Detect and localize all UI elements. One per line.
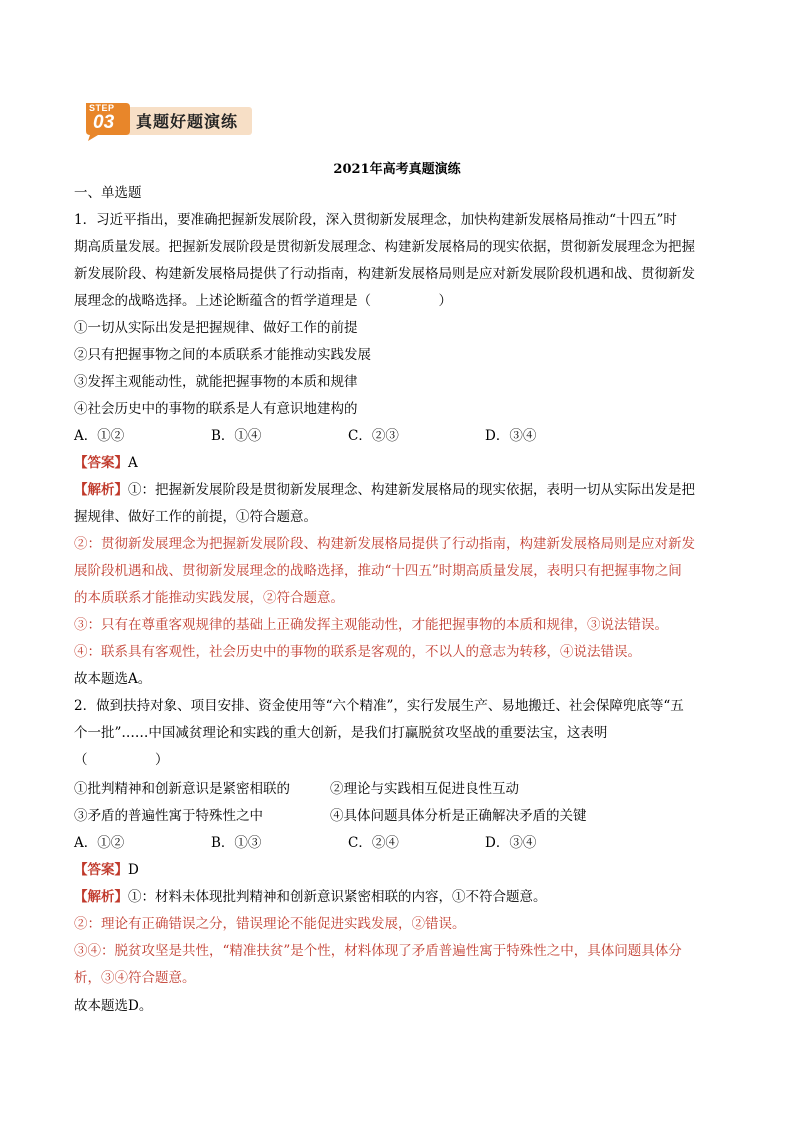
q2-stem-line-3: （ ） [74,752,169,768]
q2-option-c: C．②④ [348,835,399,851]
q1-stem-line-3: 新发展阶段、构建新发展格局提供了行动指南，构建新发展格局则是应对新发展阶段机遇和战、贯彻新发 [74,266,695,282]
q1-analysis-red-3: 的本质联系才能推动实践发展，②符合题意。 [74,590,344,606]
q1-answer [74,453,138,473]
badge-step-number: 03 [93,112,115,133]
q2-analysis-red-1: ②：理论有正确错误之分，错误理论不能促进实践发展，②错误。 [74,916,466,932]
analysis-text: ①：材料未体现批判精神和创新意识紧密相联的内容，①不符合题意。 [128,889,547,905]
q2-analysis-red-3: 析，③④符合题意。 [74,970,196,986]
q1-analysis-line-2: 握规律、做好工作的前提，①符合题意。 [74,509,317,525]
page-title: 2021年高考真题演练 [333,162,461,177]
q2-statement-1: ①批判精神和创新意识是紧密相联的 [74,781,290,797]
answer-value: D [128,862,139,878]
q2-answer [74,860,139,880]
q2-stem-line-1: 2．做到扶持对象、项目安排、资金使用等“六个精准”，实行发展生产、易地搬迁、社会保障兜底等“五 [74,698,684,714]
q1-analysis-red-4: ③：只有在尊重客观规律的基础上正确发挥主观能动性，才能把握事物的本质和规律，③说法错误。 [74,617,668,633]
q2-stem-line-2: 个一批”……中国减贫理论和实践的重大创新，是我们打赢脱贫攻坚战的重要法宝，这表明 [74,725,608,741]
badge-step-label: STEP [89,103,115,113]
q2-option-b: B．①③ [211,835,262,851]
badge-title: 真题好题演练 [136,114,239,131]
analysis-tag: 【解析】 [74,889,128,905]
q2-statement-4: ④具体问题具体分析是正确解决矛盾的关键 [330,808,587,824]
q1-conclusion: 故本题选A。 [74,671,152,687]
q2-statement-3: ③矛盾的普遍性寓于特殊性之中 [74,808,263,824]
q2-analysis-line-1 [74,887,547,907]
q1-option-b: B．①④ [211,428,262,444]
q2-option-a: A．①② [74,835,125,851]
q1-stem-line-1: 1．习近平指出，要准确把握新发展阶段，深入贯彻新发展理念，加快构建新发展格局推动“十四五”时 [74,212,677,228]
q1-statement-4: ④社会历史中的事物的联系是人有意识地建构的 [74,401,358,417]
section-heading: 一、单选题 [74,185,142,201]
q1-option-a: A．①② [74,428,125,444]
q1-analysis-line-1 [74,480,695,500]
step-badge [84,101,252,141]
q2-analysis-red-2: ③④：脱贫攻坚是共性，“精准扶贫”是个性，材料体现了矛盾普遍性寓于特殊性之中，具体问题具体分 [74,943,682,959]
analysis-tag: 【解析】 [74,482,128,498]
answer-value: A [128,455,138,471]
q1-option-d: D．③④ [485,428,537,444]
q1-statement-1: ①一切从实际出发是把握规律、做好工作的前提 [74,320,358,336]
q1-stem-line-2: 期高质量发展。把握新发展阶段是贯彻新发展理念、构建新发展格局的现实依据，贯彻新发展理念为把握 [74,239,695,255]
q2-conclusion: 故本题选D。 [74,998,153,1014]
q1-statement-3: ③发挥主观能动性，就能把握事物的本质和规律 [74,374,358,390]
q1-option-c: C．②③ [348,428,399,444]
q1-analysis-red-5: ④：联系具有客观性，社会历史中的事物的联系是客观的，不以人的意志为转移，④说法错误。 [74,644,641,660]
answer-tag: 【答案】 [74,455,128,471]
answer-tag: 【答案】 [74,862,128,878]
q2-statement-2: ②理论与实践相互促进良性互动 [330,781,519,797]
q2-option-d: D．③④ [485,835,537,851]
q1-stem-line-4: 展理念的战略选择。上述论断蕴含的哲学道理是（ ） [74,293,452,309]
analysis-text: ①：把握新发展阶段是贯彻新发展理念、构建新发展格局的现实依据，表明一切从实际出发是把 [128,482,695,498]
q1-analysis-red-1: ②：贯彻新发展理念为把握新发展阶段、构建新发展格局提供了行动指南，构建新发展格局则是应对新发 [74,536,695,552]
q1-statement-2: ②只有把握事物之间的本质联系才能推动实践发展 [74,347,371,363]
q1-analysis-red-2: 展阶段机遇和战、贯彻新发展理念的战略选择，推动“十四五”时期高质量发展，表明只有把握事物之间 [74,563,682,579]
